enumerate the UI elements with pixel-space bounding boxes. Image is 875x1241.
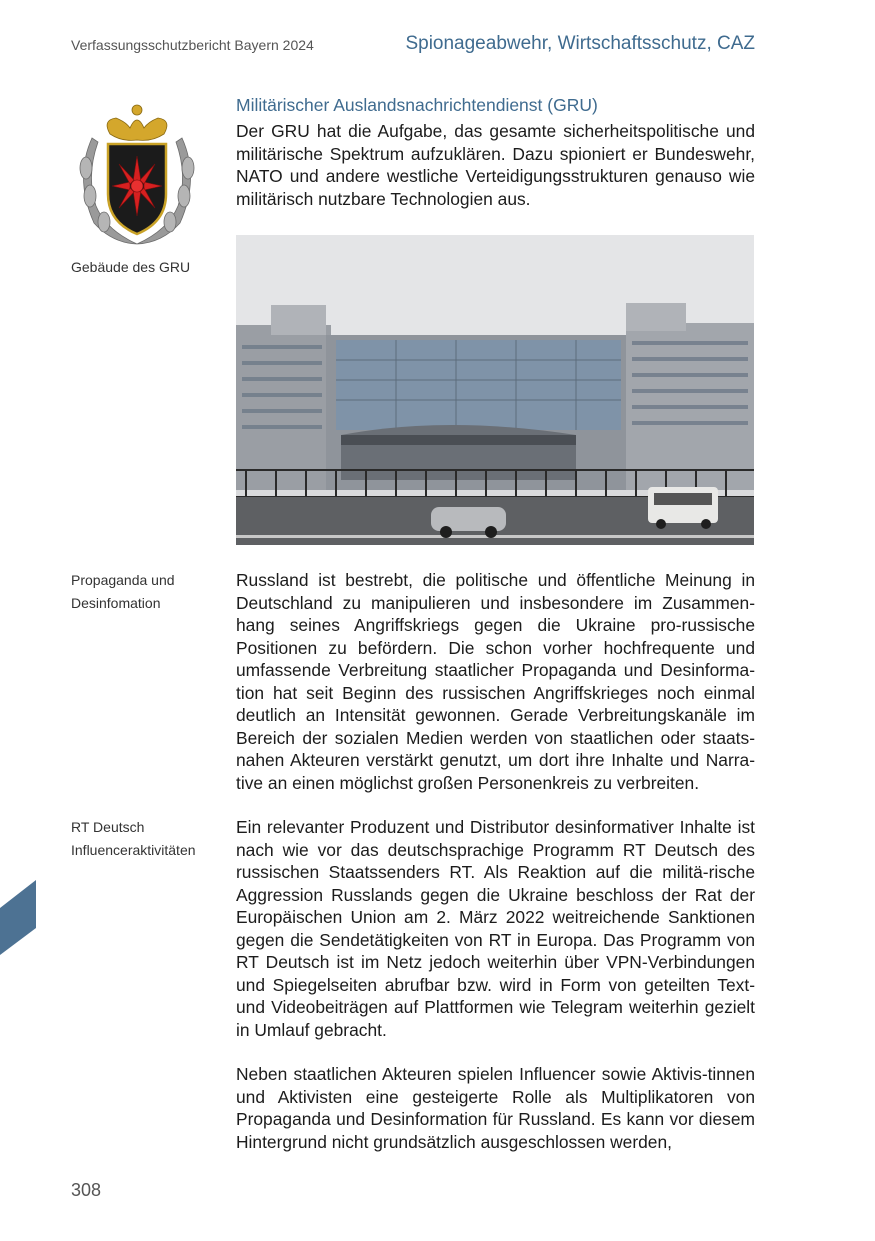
gru-building-photo: [236, 235, 754, 545]
side-label-line: RT Deutsch: [71, 819, 145, 835]
running-header-right: Spionageabwehr, Wirtschaftsschutz, CAZ: [405, 33, 755, 54]
intro-paragraph: Der GRU hat die Aufgabe, das gesamte sicherheitspolitische und militärische Spektrum aufzuklären. Dazu spioniert er Bundeswehr, NATO und andere westliche Verteidigungsstrukturen genauso wie militärisch nutzbare Technologien aus.: [236, 121, 755, 209]
gru-emblem: [72, 98, 202, 246]
side-label-line: Desinfomation: [71, 595, 161, 611]
glass-curtain: [336, 340, 621, 430]
photo-caption: Gebäude des GRU: [71, 259, 191, 275]
eagle-crest: [107, 105, 167, 140]
running-header-left: Verfassungsschutzbericht Bayern 2024: [71, 37, 314, 53]
rotunda: [341, 425, 576, 480]
side-label-propaganda: [71, 569, 175, 615]
red-star: [112, 156, 162, 216]
side-label-line: Influenceraktivitäten: [71, 842, 196, 858]
side-label-line: Propaganda und: [71, 572, 175, 588]
rt-deutsch-paragraph: Ein relevanter Produzent und Distributor desinformativer Inhalte ist nach wie vor das deutschsprachige Programm RT Deutsch des russischen Staatssenders RT. Als Reaktion auf die militä-rische Aggression Russlands gegen die Ukraine beschloss der Rat der Europäischen Union am 2. März 2022 weitreichende Sanktionen gegen die Sendetätigkeiten von RT in Europa. Das Programm von RT Deutsch ist im Netz jedoch weiterhin über VPN-Verbindungen und Spiegelseiten abrufbar bzw. wird in Form von geteilten Text- und Videobeiträgen auf Plattformen wie Telegram weiterhin gezielt in Umlauf gebracht.: [236, 817, 755, 1040]
side-label-rt-deutsch: [71, 816, 196, 862]
page-number: 308: [71, 1180, 102, 1200]
propaganda-paragraph: Russland ist bestrebt, die politische und öffentliche Meinung in Deutschland zu manipulieren und insbesondere im Zusammen-hang seines Angriffskriegs gegen die Ukraine pro-russische Positionen zu befördern. Die schon vorher hochfrequente und umfassende Verbreitung staatlicher Propaganda und Desinforma-tion hat seit Beginn des russischen Angriffskrieges noch einmal deutlich an Intensität gewonnen. Gerade Verbreitungskanäle im Bereich der sozialen Medien werden von staatlichen oder staats-nahen Akteuren verstärkt genutzt, um dort ihre Inhalte und Narra-tive an einen möglichst großen Personenkreis zu verbreiten.: [236, 570, 755, 793]
closing-paragraph: Neben staatlichen Akteuren spielen Influencer sowie Aktivis-tinnen und Aktivisten eine gesteigerte Rolle als Multiplikatoren von Propaganda und Desinformation für Russland. Es kann vor diesem Hintergrund nicht grundsätzlich ausgeschlossen werden,: [236, 1064, 755, 1152]
chapter-tab-marker: [0, 880, 36, 955]
section-title: Militärischer Auslandsnachrichtendienst (GRU): [236, 95, 598, 115]
bus: [648, 487, 718, 529]
